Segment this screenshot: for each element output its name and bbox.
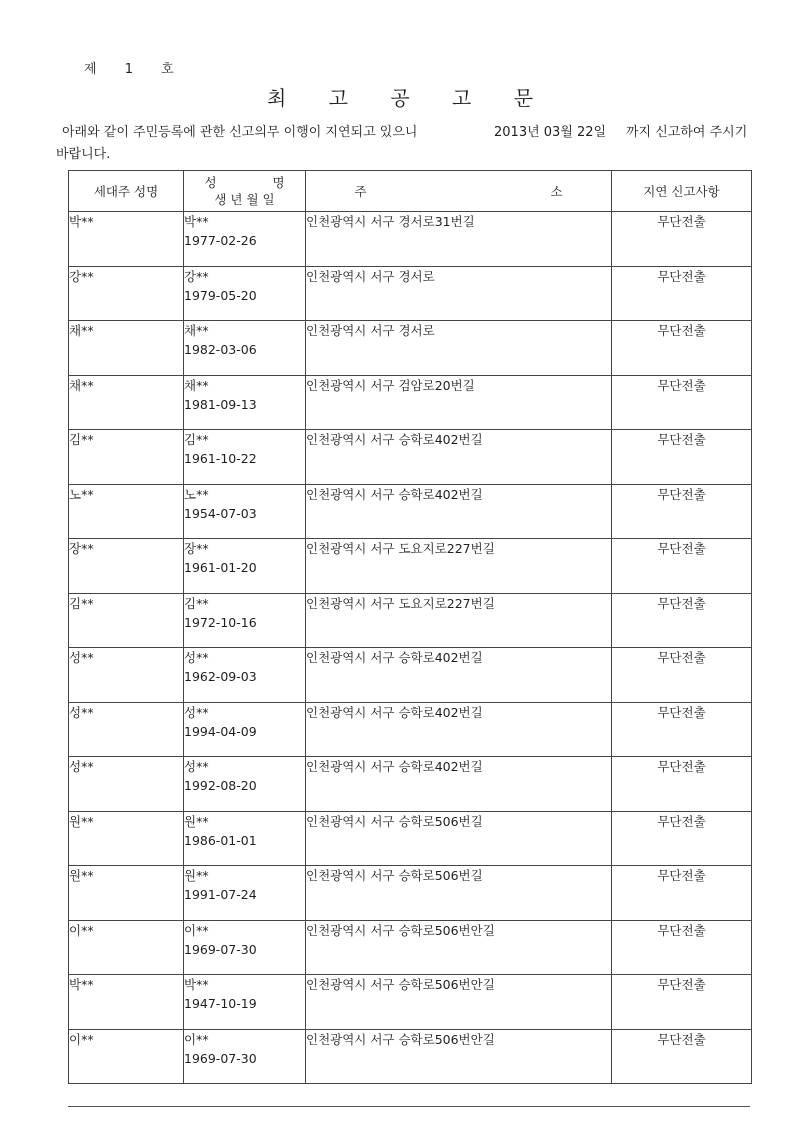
overdue-reason: 무단전출 <box>612 648 752 703</box>
overdue-reason: 무단전출 <box>612 375 752 430</box>
address: 인천광역시 서구 승학로506번길 <box>306 811 612 866</box>
birth-date: 1961-10-22 <box>184 451 257 466</box>
overdue-reason: 무단전출 <box>612 1029 752 1084</box>
person-name: 노** <box>184 486 209 502</box>
overdue-reason: 무단전출 <box>612 866 752 921</box>
header-name-birth <box>184 171 306 212</box>
householder-name: 박** <box>69 975 184 1030</box>
birth-date: 1954-07-03 <box>184 505 257 521</box>
header-name: 성 명 <box>204 175 285 190</box>
birth-date: 1992-08-20 <box>184 778 257 793</box>
person-cell <box>184 212 306 267</box>
table-row <box>69 757 752 812</box>
address: 인천광역시 서구 도요지로227번길 <box>306 593 612 648</box>
person-name: 박** <box>184 977 209 992</box>
overdue-reason: 무단전출 <box>612 593 752 648</box>
notice-number: 제 1 호 <box>84 62 174 77</box>
header-reason: 지연 신고사항 <box>612 171 752 212</box>
address: 인천광역시 서구 경서로 <box>306 321 612 376</box>
overdue-reason: 무단전출 <box>612 702 752 757</box>
birth-date: 1981-09-13 <box>184 396 257 412</box>
birth-date: 1982-03-06 <box>184 342 257 357</box>
person-name: 성** <box>184 759 209 774</box>
householder-name: 이** <box>69 1029 184 1084</box>
householder-name: 박** <box>69 212 184 267</box>
table-row <box>69 375 752 430</box>
overdue-reason: 무단전출 <box>612 757 752 812</box>
person-name: 성** <box>184 650 209 665</box>
householder-name: 채** <box>69 375 184 430</box>
address: 인천광역시 서구 승학로506번길 <box>306 866 612 921</box>
address: 인천광역시 서구 승학로402번길 <box>306 430 612 485</box>
person-cell <box>184 920 306 975</box>
table-row <box>69 920 752 975</box>
person-cell <box>184 321 306 376</box>
address: 인천광역시 서구 승학로506번안길 <box>306 975 612 1030</box>
table-row <box>69 539 752 594</box>
footer-divider <box>68 1106 750 1107</box>
person-cell <box>184 866 306 921</box>
address: 인천광역시 서구 승학로506번안길 <box>306 1029 612 1084</box>
householder-name: 성** <box>69 757 184 812</box>
person-name: 김** <box>184 595 209 611</box>
intro-text-part3: 바랍니다. <box>56 147 111 162</box>
person-name: 이** <box>184 922 209 938</box>
table-row <box>69 430 752 485</box>
table-row <box>69 1029 752 1084</box>
address: 인천광역시 서구 승학로402번길 <box>306 648 612 703</box>
address: 인천광역시 서구 경서로 <box>306 266 612 321</box>
overdue-reason: 무단전출 <box>612 484 752 539</box>
address: 인천광역시 서구 승학로402번길 <box>306 757 612 812</box>
overdue-reason: 무단전출 <box>612 430 752 485</box>
householder-name: 강** <box>69 266 184 321</box>
person-cell <box>184 811 306 866</box>
table-body <box>69 212 752 1084</box>
person-cell <box>184 266 306 321</box>
header-birth: 생 년 월 일 <box>214 192 275 207</box>
table-row <box>69 212 752 267</box>
table-row <box>69 648 752 703</box>
overdue-reason: 무단전출 <box>612 266 752 321</box>
householder-name: 채** <box>69 321 184 376</box>
householder-name: 장** <box>69 539 184 594</box>
person-cell <box>184 593 306 648</box>
page-title: 최 고 공 고 문 <box>266 86 552 110</box>
overdue-reason: 무단전출 <box>612 539 752 594</box>
birth-date: 1962-09-03 <box>184 669 257 684</box>
person-cell <box>184 1029 306 1084</box>
birth-date: 1994-04-09 <box>184 723 257 739</box>
overdue-registration-table <box>68 170 752 1084</box>
table-row <box>69 866 752 921</box>
person-name: 김** <box>184 432 209 447</box>
person-name: 채** <box>184 377 209 393</box>
intro-text-part1: 아래와 같이 주민등록에 관한 신고의무 이행이 지연되고 있으니 <box>62 125 418 140</box>
header-householder: 세대주 성명 <box>69 171 184 212</box>
householder-name: 이** <box>69 920 184 975</box>
person-name: 장** <box>184 541 209 556</box>
birth-date: 1969-07-30 <box>184 1050 257 1066</box>
person-name: 박** <box>184 214 209 229</box>
householder-name: 김** <box>69 430 184 485</box>
person-cell <box>184 539 306 594</box>
birth-date: 1986-01-01 <box>184 832 257 848</box>
householder-name: 성** <box>69 702 184 757</box>
birth-date: 1961-01-20 <box>184 560 257 575</box>
person-cell <box>184 484 306 539</box>
birth-date: 1947-10-19 <box>184 996 257 1011</box>
householder-name: 원** <box>69 811 184 866</box>
table-row <box>69 484 752 539</box>
overdue-reason: 무단전출 <box>612 811 752 866</box>
overdue-reason: 무단전출 <box>612 212 752 267</box>
person-cell <box>184 375 306 430</box>
person-name: 성** <box>184 704 209 720</box>
address: 인천광역시 서구 승학로402번길 <box>306 702 612 757</box>
overdue-reason: 무단전출 <box>612 321 752 376</box>
table-header-row <box>69 171 752 212</box>
householder-name: 노** <box>69 484 184 539</box>
address: 인천광역시 서구 도요지로227번길 <box>306 539 612 594</box>
person-cell <box>184 757 306 812</box>
table-row <box>69 266 752 321</box>
table-row <box>69 702 752 757</box>
householder-name: 성** <box>69 648 184 703</box>
table-row <box>69 975 752 1030</box>
person-cell <box>184 430 306 485</box>
birth-date: 1969-07-30 <box>184 941 257 957</box>
table-row <box>69 593 752 648</box>
table-row <box>69 321 752 376</box>
birth-date: 1991-07-24 <box>184 887 257 902</box>
birth-date: 1972-10-16 <box>184 614 257 630</box>
person-name: 이** <box>184 1031 209 1047</box>
address: 인천광역시 서구 승학로402번길 <box>306 484 612 539</box>
person-cell <box>184 648 306 703</box>
person-name: 원** <box>184 813 209 829</box>
address: 인천광역시 서구 승학로506번안길 <box>306 920 612 975</box>
householder-name: 원** <box>69 866 184 921</box>
person-cell <box>184 975 306 1030</box>
header-address: 주 소 <box>306 171 612 212</box>
householder-name: 김** <box>69 593 184 648</box>
person-name: 원** <box>184 868 209 883</box>
address: 인천광역시 서구 검암로20번길 <box>306 375 612 430</box>
overdue-reason: 무단전출 <box>612 920 752 975</box>
address: 인천광역시 서구 경서로31번길 <box>306 212 612 267</box>
birth-date: 1977-02-26 <box>184 233 257 248</box>
intro-text-part2: 까지 신고하여 주시기 <box>626 125 748 140</box>
table-row <box>69 811 752 866</box>
person-cell <box>184 702 306 757</box>
overdue-reason: 무단전출 <box>612 975 752 1030</box>
intro-paragraph <box>56 122 766 166</box>
person-name: 강** <box>184 268 209 284</box>
deadline-date: 2013년 03월 22일 <box>494 125 607 140</box>
birth-date: 1979-05-20 <box>184 287 257 303</box>
person-name: 채** <box>184 323 209 338</box>
